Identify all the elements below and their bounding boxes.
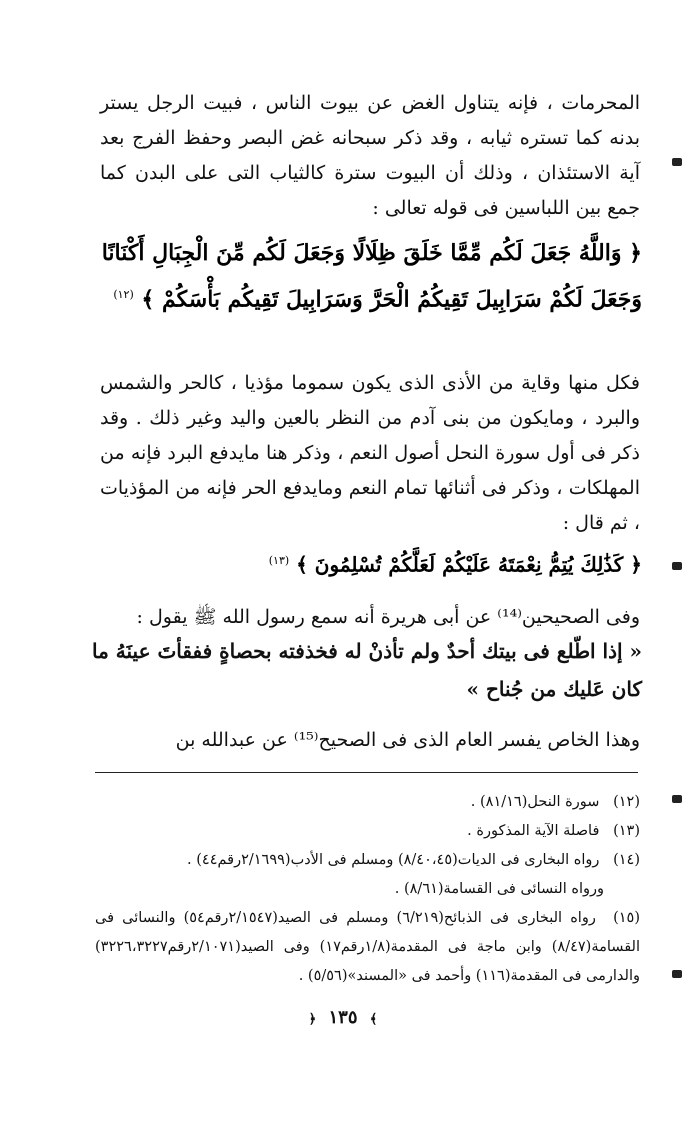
footnote-number: (١٥) xyxy=(613,910,640,926)
paragraph-1: المحرمات ، فإنه يتناول الغض عن بيوت الناس ، فبيت الرجل يستر بدنه كما تستره ثيابه ، وقد ذكر سبحانه غض البصر وحفظ الفرج بعد آية الاستئذان ، وذلك أن البيوت سترة كالثياب التى على البدن كما جمع بين اللباسين فى قوله تعالى : xyxy=(100,92,640,219)
footnote-14-continued: ورواه النسائى فى القسامة(٨/٦١) . xyxy=(394,881,604,897)
footnote-separator xyxy=(95,772,638,773)
footnotes xyxy=(95,788,640,991)
footnote-number: (١٣) xyxy=(613,823,640,839)
verse-2-text: ﴿ كَذَٰلِكَ يُتِمُّ نِعْمَتَهُ عَلَيْكُمْ لَعَلَّكُمْ تُسْلِمُونَ ﴾ xyxy=(296,552,642,577)
footnote-text: رواه البخارى فى الديات(٨/٤٠،٤٥) ومسلم فى الأدب(٢/١٦٩٩رقم٤٤) . xyxy=(187,852,600,868)
footnote-text: سورة النحل(٨١/١٦) . xyxy=(470,794,600,810)
verse-1-footnote-ref: (١٢) xyxy=(113,288,134,301)
footnote-15 xyxy=(95,904,640,991)
edge-mark xyxy=(672,562,682,570)
quran-verse-2 xyxy=(90,540,642,586)
edge-mark xyxy=(672,970,682,978)
footnote-12 xyxy=(95,788,640,817)
hadith-quote: « إذا اطّلع فى بيتك أحدٌ ولم تأذنْ له فخذفته بحصاةٍ ففقأتَ عينَهُ ما كان عَليك من جُناح » xyxy=(92,639,642,701)
ornament-bracket-left: ﴿ xyxy=(308,1012,317,1027)
paragraph-3: وفى الصحيحين⁽¹⁴⁾ عن أبى هريرة أنه سمع رسول الله ﷺ يقول : xyxy=(136,606,640,628)
footnote-14 xyxy=(95,846,640,875)
footnote-number: (١٢) xyxy=(613,794,640,810)
paragraph-2: فكل منها وقاية من الأذى الذى يكون سموما مؤذيا ، كالحر والشمس والبرد ، ومايكون من بنى آدم من النظر بالعين واليد وغير ذلك . وقد ذكر فى أول سورة النحل أصول النعم ، وذكر هنا مايدفع البرد فإنه من المهلكات ، وذكر فى أثنائها تمام النعم ومايدفع الحر فإنه من المؤذيات ، ثم قال : xyxy=(100,372,640,534)
edge-mark xyxy=(672,795,682,803)
verse-1-text: ﴿ وَاللَّهُ جَعَلَ لَكُم مِّمَّا خَلَقَ ظِلَالًا وَجَعَلَ لَكُم مِّنَ الْجِبَالِ أَكْنَانًا وَجَعَلَ لَكُمْ سَرَابِيلَ تَقِيكُمُ الْحَرَّ وَسَرَابِيلَ تَقِيكُم بَأْسَكُمْ ﴾ xyxy=(101,240,642,313)
ornament-bracket-right: ﴾ xyxy=(369,1012,378,1027)
page-number-value: ١٣٥ xyxy=(328,1007,358,1028)
footnote-text: فاصلة الآية المذكورة . xyxy=(467,823,600,839)
verse-2-footnote-ref: (١٣) xyxy=(268,554,290,567)
footnote-13 xyxy=(95,817,640,846)
quran-verse-1 xyxy=(90,233,642,320)
edge-mark xyxy=(672,158,682,166)
footnote-number: (١٤) xyxy=(613,852,640,868)
paragraph-4: وهذا الخاص يفسر العام الذى فى الصحيح⁽¹⁵⁾ عن عبدالله بن xyxy=(175,729,640,751)
page-number xyxy=(0,1007,686,1028)
footnote-text: رواه البخارى فى الذبائح(٦/٢١٩) ومسلم فى الصيد(٢/١٥٤٧رقم٥٤) والنسائى فى القسامة(٨/٤٧) وابن ماجة فى المقدمة(١/٨رقم١٧) وفى الصيد(٢/١٠٧١رقم٣٢٢٦،٣٢٢٧) والدارمى فى المقدمة(١١٦) وأحمد فى «المسند»(٥/٥٦) . xyxy=(95,910,640,984)
